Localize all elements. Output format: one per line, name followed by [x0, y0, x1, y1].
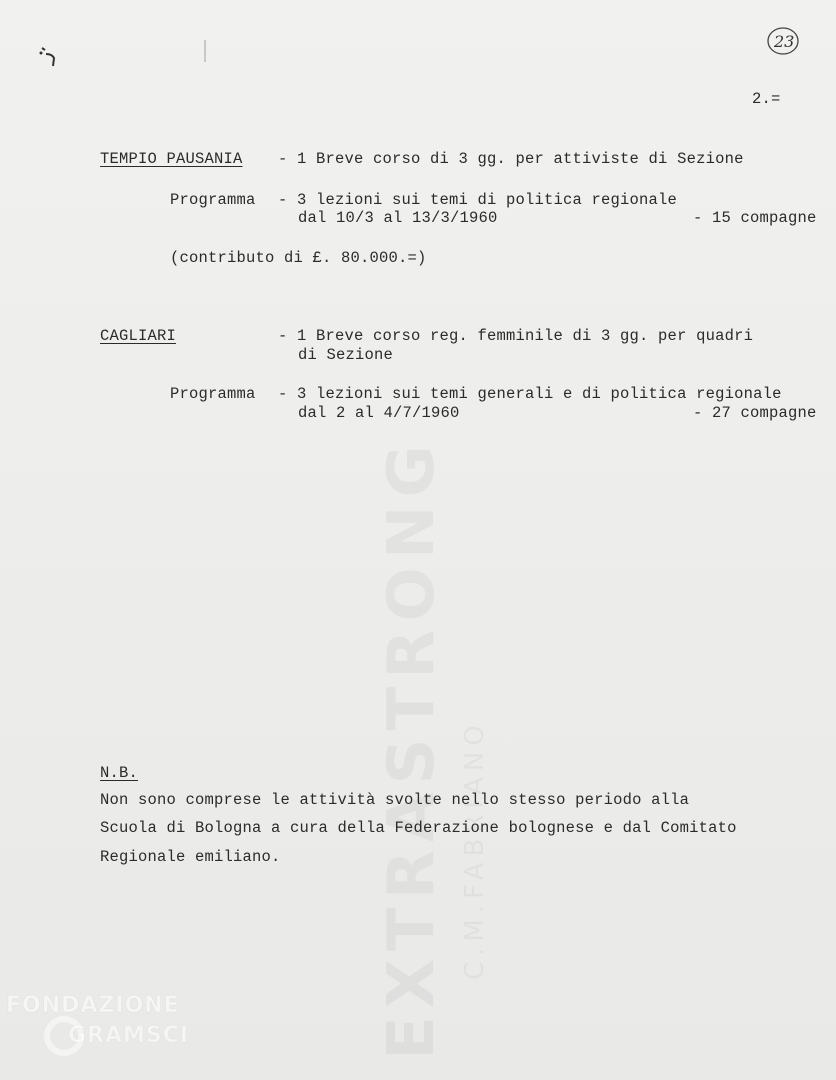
program-dates: dal 2 al 4/7/1960: [298, 404, 460, 422]
participant-count: - 15 compagne: [693, 209, 817, 227]
paper-watermark-sub: [460, 719, 490, 980]
nb-heading: N.B.: [100, 764, 139, 782]
ink-mark: [36, 42, 60, 74]
paper-speck: [204, 40, 206, 62]
handwritten-page-number: [766, 26, 800, 56]
paper-watermark: [375, 437, 449, 1060]
entry-place-title: TEMPIO PAUSANIA: [100, 150, 243, 168]
participant-count: - 27 compagne: [693, 404, 817, 422]
program-description: - 3 lezioni sui temi di politica regionale: [278, 191, 678, 209]
archive-logo-line1: FONDAZIONE: [6, 993, 180, 1018]
archive-logo: [4, 990, 214, 1074]
entry-description-cont: di Sezione: [298, 346, 394, 364]
program-description: - 3 lezioni sui temi generali e di politica regionale: [278, 385, 782, 403]
handwritten-number-text: 23: [774, 32, 795, 51]
program-dates: dal 10/3 al 13/3/1960: [298, 209, 498, 227]
nb-line: Regionale emiliano.: [100, 848, 281, 866]
nb-line: Non sono comprese le attività svolte nello stesso periodo alla: [100, 791, 690, 809]
contribution-note: (contributo di £. 80.000.=): [170, 249, 427, 267]
entry-description: - 1 Breve corso di 3 gg. per attiviste di Sezione: [278, 150, 744, 168]
program-label: Programma: [170, 385, 256, 403]
entry-description: - 1 Breve corso reg. femminile di 3 gg. per quadri: [278, 327, 754, 345]
nb-line: Scuola di Bologna a cura della Federazione bolognese e dal Comitato: [100, 819, 737, 837]
entry-place-title: CAGLIARI: [100, 327, 177, 345]
archive-logo-line2: GRAMSCI: [68, 1023, 190, 1048]
page-number: 2.=: [752, 90, 781, 108]
program-label: Programma: [170, 191, 256, 209]
